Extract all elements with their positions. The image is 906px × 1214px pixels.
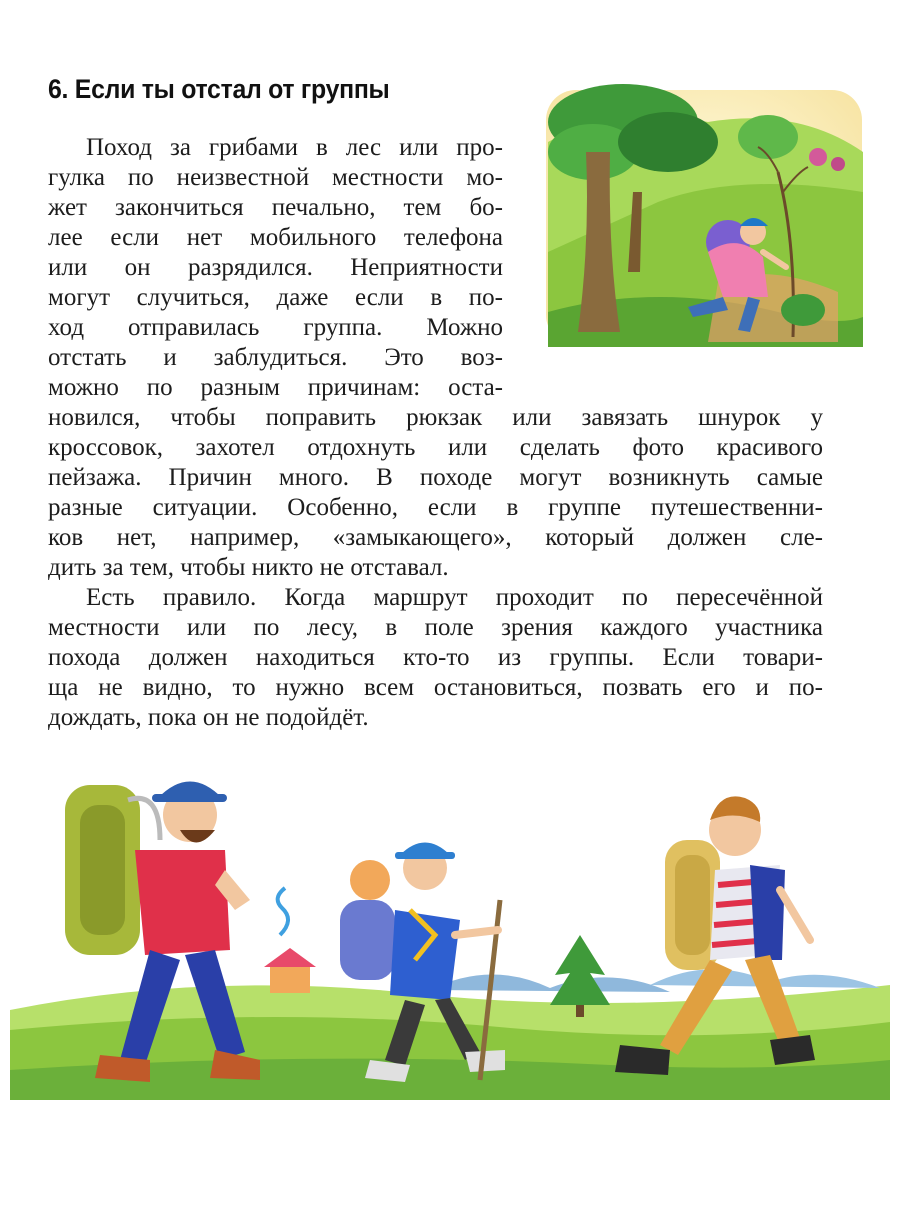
- text-line: ков нет, например, «замыкающего», который должен сле-: [48, 524, 823, 551]
- text-line: жет закончиться печально, тем бо-: [48, 194, 503, 221]
- text-line: отстать и заблудиться. Это воз-: [48, 344, 503, 371]
- forest-illustration: [538, 82, 868, 352]
- text-line: разные ситуации. Особенно, если в группе путешественни-: [48, 494, 823, 521]
- text-line: могут случиться, даже если в по-: [48, 284, 503, 311]
- text-line: дить за тем, чтобы никто не отставал.: [48, 554, 449, 581]
- hikers-illustration: [10, 760, 890, 1100]
- text-line: можно по разным причинам: оста-: [48, 374, 503, 401]
- text-line: новился, чтобы поправить рюкзак или завязать шнурок у: [48, 404, 823, 431]
- text-line: местности или по лесу, в поле зрения каждого участника: [48, 614, 823, 641]
- text-line: ход отправилась группа. Можно: [48, 314, 503, 341]
- text-line: ща не видно, то нужно всем остановиться, позвать его и по-: [48, 674, 823, 701]
- text-line: лее если нет мобильного телефона: [48, 224, 503, 251]
- section-heading: 6. Если ты отстал от группы: [48, 74, 390, 104]
- text-line: Есть правило. Когда маршрут проходит по пересечённой: [86, 584, 823, 611]
- text-line: пейзажа. Причин много. В походе могут возникнуть самые: [48, 464, 823, 491]
- text-line: или он разрядился. Неприятности: [48, 254, 503, 281]
- text-line: дождать, пока он не подойдёт.: [48, 704, 369, 731]
- text-line: похода должен находиться кто-то из группы. Если товари-: [48, 644, 823, 671]
- text-line: Поход за грибами в лес или про-: [86, 134, 503, 161]
- text-line: гулка по неизвестной местности мо-: [48, 164, 503, 191]
- text-line: кроссовок, захотел отдохнуть или сделать фото красивого: [48, 434, 823, 461]
